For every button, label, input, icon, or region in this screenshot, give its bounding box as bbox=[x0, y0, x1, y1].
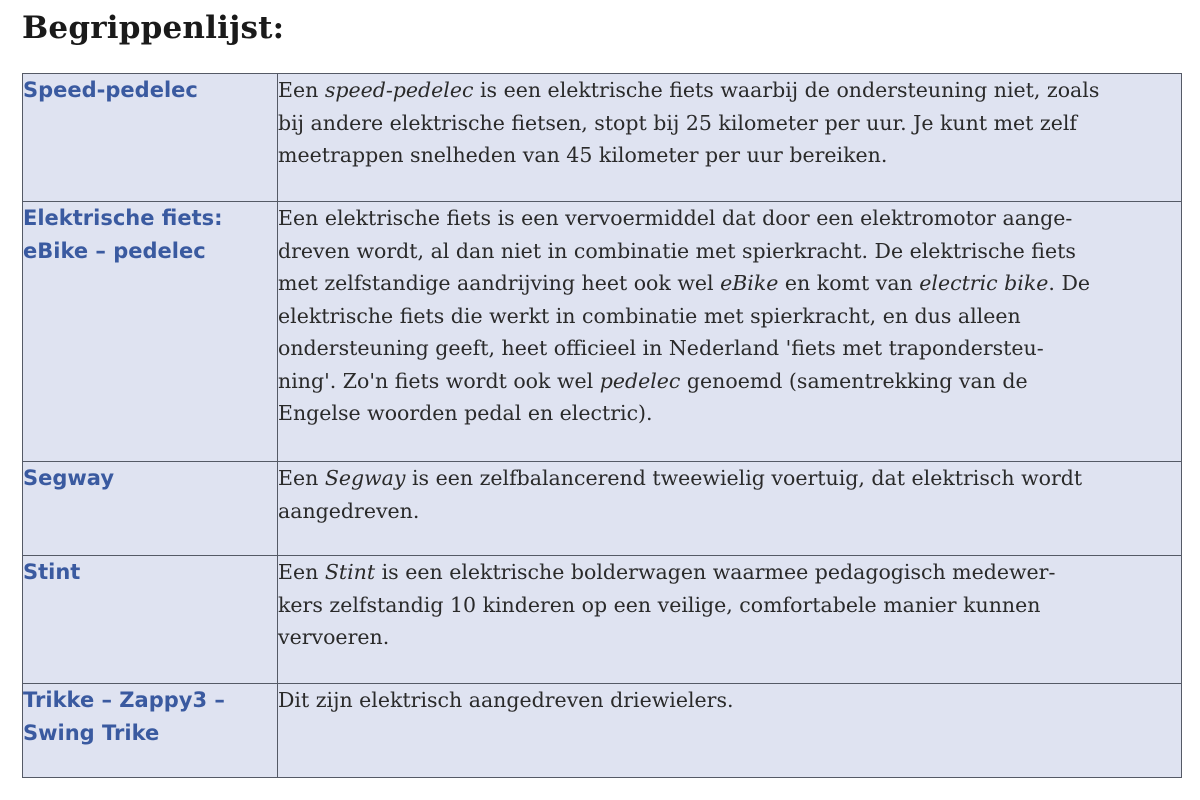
term-label: Speed-pedelec bbox=[23, 78, 198, 102]
definition-line bbox=[278, 397, 1181, 430]
text-segment: Dit zijn elektrisch aangedreven driewielers. bbox=[278, 688, 734, 712]
definition-text bbox=[278, 74, 1181, 172]
emphasized-term: Segway bbox=[324, 466, 406, 490]
term-label: eBike – pedelec bbox=[23, 238, 206, 263]
definition-line bbox=[278, 202, 1181, 235]
definition-line bbox=[278, 300, 1181, 333]
definition-line bbox=[278, 267, 1181, 300]
definition-line bbox=[278, 365, 1181, 398]
glossary-row bbox=[23, 462, 1182, 556]
text-segment: meetrappen snelheden van 45 kilometer per uur bereiken. bbox=[278, 143, 888, 167]
text-segment: ning'. Zo'n fiets wordt ook wel bbox=[278, 368, 600, 393]
definition-text bbox=[278, 462, 1181, 527]
definition-line bbox=[278, 589, 1181, 622]
definition-text bbox=[278, 556, 1181, 654]
definition-text bbox=[278, 684, 1181, 717]
page-title: Begrippenlijst: bbox=[22, 10, 285, 46]
text-segment: . De bbox=[1048, 271, 1091, 295]
text-segment: kers zelfstandig 10 kinderen op een veilige, comfortabele manier kunnen bbox=[278, 592, 1041, 617]
definition-line bbox=[278, 332, 1181, 365]
glossary-row bbox=[23, 556, 1182, 684]
term-cell bbox=[23, 74, 278, 202]
term-cell bbox=[23, 684, 278, 778]
text-segment: Een bbox=[278, 560, 325, 584]
text-segment: dreven wordt, al dan niet in combinatie met spierkracht. De elektrische fiets bbox=[278, 238, 1076, 263]
definition-line bbox=[278, 684, 1181, 717]
text-segment: genoemd (samentrekking van de bbox=[680, 368, 1028, 393]
text-segment: en komt van bbox=[778, 271, 920, 295]
text-segment: bij andere elektrische fietsen, stopt bij 25 kilometer per uur. Je kunt met zelf bbox=[278, 110, 1077, 135]
term-cell bbox=[23, 202, 278, 462]
text-segment: vervoeren. bbox=[278, 625, 390, 649]
definition-cell bbox=[278, 684, 1182, 778]
definition-line bbox=[278, 495, 1181, 528]
definition-line bbox=[278, 621, 1181, 654]
definition-line bbox=[278, 462, 1181, 495]
emphasized-term: eBike bbox=[720, 271, 779, 295]
glossary-table bbox=[22, 73, 1182, 778]
emphasized-term: pedelec bbox=[599, 368, 681, 393]
emphasized-term: speed-pedelec bbox=[324, 78, 474, 102]
glossary-body bbox=[23, 74, 1182, 778]
text-segment: elektrische fiets die werkt in combinatie met spierkracht, en dus alleen bbox=[278, 303, 1021, 328]
text-segment: is een elektrische bolderwagen waarmee pedagogisch medewer- bbox=[375, 560, 1056, 584]
definition-line bbox=[278, 74, 1181, 107]
definition-text bbox=[278, 202, 1181, 430]
text-segment: Engelse woorden pedal en electric). bbox=[278, 401, 653, 425]
term-cell bbox=[23, 556, 278, 684]
term-label: Stint bbox=[23, 560, 81, 584]
glossary-row bbox=[23, 684, 1182, 778]
text-segment: aangedreven. bbox=[278, 498, 420, 523]
definition-cell bbox=[278, 462, 1182, 556]
text-segment: is een elektrische fiets waarbij de ondersteuning niet, zoals bbox=[473, 78, 1100, 102]
emphasized-term: electric bike bbox=[919, 271, 1049, 295]
text-segment: Een elektrische fiets is een vervoermiddel dat door een elektromotor aange- bbox=[278, 206, 1073, 230]
emphasized-term: Stint bbox=[324, 560, 376, 584]
glossary-row bbox=[23, 74, 1182, 202]
glossary-row bbox=[23, 202, 1182, 462]
text-segment: Een bbox=[278, 466, 325, 490]
definition-line bbox=[278, 235, 1181, 268]
text-segment: ondersteuning geeft, heet officieel in Nederland 'fiets met trapondersteu- bbox=[278, 336, 1044, 360]
definition-cell bbox=[278, 202, 1182, 462]
term-label: Swing Trike bbox=[23, 720, 160, 745]
term-label: Segway bbox=[23, 466, 115, 490]
text-segment: Een bbox=[278, 78, 325, 102]
definition-line bbox=[278, 107, 1181, 140]
definition-line bbox=[278, 139, 1181, 172]
text-segment: is een zelfbalancerend tweewielig voertuig, dat elektrisch wordt bbox=[405, 466, 1083, 490]
definition-cell bbox=[278, 74, 1182, 202]
definition-line bbox=[278, 556, 1181, 589]
term-label: Trikke – Zappy3 – bbox=[23, 688, 225, 712]
term-label: Elektrische fiets: bbox=[23, 206, 223, 230]
text-segment: met zelfstandige aandrijving heet ook wel bbox=[278, 271, 721, 295]
term-cell bbox=[23, 462, 278, 556]
definition-cell bbox=[278, 556, 1182, 684]
